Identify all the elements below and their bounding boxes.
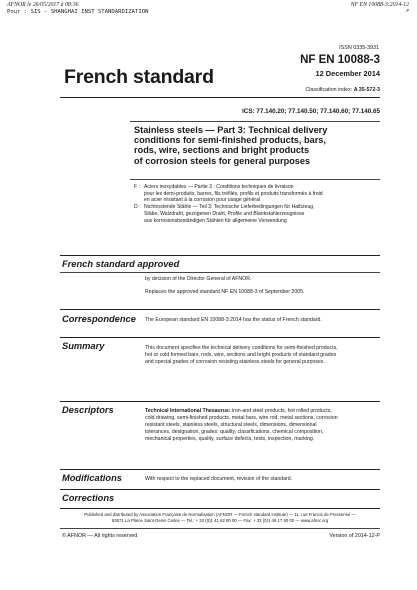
download-stamp-right	[351, 2, 409, 8]
standard-number: NF EN 10088-3	[300, 54, 380, 66]
page-title: French standard	[64, 66, 214, 88]
corrections-heading: Corrections	[62, 493, 115, 503]
translations	[134, 184, 384, 224]
translation-line: pour les demi-produits, barres, fils tréfilés, profils et produits transformés à froid	[144, 190, 323, 197]
approved-rule-top	[60, 255, 380, 256]
translation-line: Aciers inoxydables — Partie 3 : Conditions techniques de livraison	[144, 184, 294, 190]
descriptors-line: cold drawing, semi-finished products, metal bars, wire rod, metal sections, corrosion	[145, 415, 338, 421]
copyright: © AFNOR — All rights reserved	[62, 533, 138, 539]
approved-decision: by decision of the Director General of AFNOR.	[145, 276, 252, 282]
stamp-page-code: P	[406, 8, 409, 13]
document-title	[134, 125, 327, 166]
approved-replaces: Replaces the approved standard NF EN 10088-3 of September 2005.	[145, 289, 305, 295]
translation-french	[134, 184, 384, 204]
publication-date: 12 December 2014	[315, 69, 380, 78]
correspondence-heading: Correspondence	[62, 314, 136, 324]
summary-heading: Summary	[62, 341, 105, 351]
summary-rule	[60, 337, 380, 338]
title-rule	[130, 179, 380, 180]
publisher-line: 93571 La Plaine Saint-Denis Cedex — Tel.: + 33 (0)1 41 62 80 00 — Fax: + 33 (0)1 49 17 90 00 — www.afnor.org	[111, 518, 329, 523]
translation-line: en acier résistant à la corrosion pour usage général	[144, 197, 261, 204]
title-line: conditions for semi-finished products, bars,	[134, 135, 326, 146]
descriptors-line: iron-and steel products, hot rolled products,	[231, 408, 332, 414]
summary-text	[145, 345, 338, 366]
publisher-info	[60, 512, 380, 524]
descriptors-heading: Descriptors	[62, 405, 114, 415]
language-code: D :	[134, 204, 141, 211]
ics-codes: ICS: 77.140.20; 77.140.50; 77.140.60; 77.140.65	[242, 108, 380, 115]
classification-label: Classification index:	[305, 87, 353, 93]
corrections-rule	[60, 489, 380, 490]
title-line: Stainless steels — Part 3: Technical delivery	[134, 125, 328, 135]
version: Version of 2014-12-P	[329, 533, 380, 539]
summary-line: hot or cold formed bars, rods, wire, sections and bright products of standard grades	[145, 352, 337, 358]
ics-rule	[130, 121, 380, 122]
publisher-line: Published and distributed by Association Française de Normalisation (AFNOR — French standard institute) — 11, rue Francis de Pressensé —	[84, 512, 356, 517]
approved-text	[145, 276, 304, 296]
classification-value: A 35-572-3	[353, 87, 380, 93]
descriptors-rule	[60, 401, 380, 402]
modifications-text: With respect to the replaced document, revision of the standard.	[145, 476, 293, 482]
translation-line: aus korrosionsbeständigen Stählen für allgemeine Verwendung	[144, 217, 287, 224]
summary-line: and special grades of corrosion resisting stainless steels for general purposes.	[145, 359, 325, 365]
translation-line: Nichtrostende Stähle — Teil 3: Technische Lieferbedingungen für Halbzeug,	[144, 204, 315, 211]
translation-german	[134, 204, 384, 224]
download-stamp-purchaser: Pour : SIS - SHANGHAI INST STANDARDIZATION	[7, 9, 149, 15]
issn: ISSN 0335-3931	[339, 45, 379, 51]
stamp-standard-ref: NF EN 10088-3:2014-12	[350, 2, 409, 8]
publisher-rule-bottom	[60, 528, 380, 529]
descriptors-line: resistant steels, stainless steels, structural steels, dimensions, dimensional	[145, 422, 317, 428]
classification-index	[305, 87, 380, 93]
publisher-rule	[60, 508, 380, 509]
descriptors-text	[145, 408, 385, 443]
download-stamp-left: AFNOR le 26/05/2017 à 08:36	[7, 2, 79, 8]
correspondence-rule	[60, 309, 380, 310]
descriptors-line: tolerances, designation, grades: quality, classifications, chemical composition,	[145, 429, 324, 435]
approved-rule-bottom	[60, 272, 380, 273]
thesaurus-label: Technical International Thesaurus:	[145, 408, 231, 414]
modifications-rule	[60, 469, 380, 470]
correspondence-text: The European standard EN 10088-3:2014 has the status of French standard.	[145, 317, 322, 323]
title-line: rods, wire, sections and bright products	[134, 145, 310, 156]
approved-heading: French standard approved	[62, 259, 180, 269]
title-line: of corrosion steels for general purposes	[134, 155, 311, 166]
header-rule	[60, 97, 380, 98]
translation-line: Stäbe, Walzdraht, gezogenen Draht, Profile und Blankstahlerzeugnisse	[144, 210, 305, 217]
summary-line: This document specifies the technical delivery conditions for semi-finished products,	[145, 345, 338, 351]
modifications-heading: Modifications	[62, 473, 122, 483]
descriptors-line: mechanical properties, quality, surface defects, tests, inspection, marking.	[145, 436, 315, 442]
language-code: F :	[134, 184, 140, 190]
